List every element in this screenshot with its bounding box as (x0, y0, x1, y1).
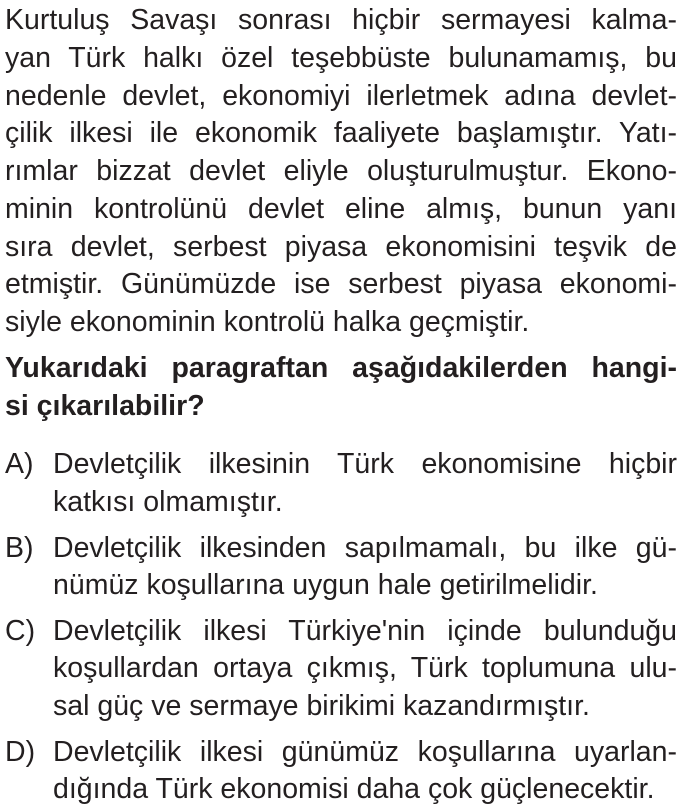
option-letter: A) (5, 448, 34, 480)
paragraph-line: çilik ilkesi ile ekonomik faaliyete başlamıştır. Yatı- (5, 117, 677, 149)
option-letter: B) (5, 532, 34, 564)
paragraph-line: rımlar bizzat devlet eliyle oluşturulmuştur. Ekono- (5, 155, 677, 187)
option-text-line: sal güç ve sermaye birikimi kazandırmıştır. (53, 690, 590, 722)
paragraph-line: sıra devlet, serbest piyasa ekonomisini teşvik de (5, 231, 677, 263)
paragraph-line: nedenle devlet, ekonomiyi ilerletmek adına devlet- (5, 80, 677, 112)
option-text-line: Devletçilik ilkesi Türkiye'nin içinde bulunduğu (53, 615, 677, 647)
paragraph-line: siyle ekonominin kontrolü halka geçmiştir. (5, 306, 530, 338)
option-text-line: dığında Türk ekonomisi daha çok güçlenecektir. (53, 773, 655, 805)
option-text-line: katkısı olmamıştır. (53, 486, 283, 518)
option-letter: D) (5, 736, 36, 768)
paragraph-line: minin kontrolünü devlet eline almış, bunun yanı (5, 193, 677, 225)
paragraph-line: etmiştir. Günümüzde ise serbest piyasa ekonomi- (5, 268, 677, 300)
option-text-line: nümüz koşullarına uygun hale getirilmelidir. (53, 569, 598, 601)
question-line: si çıkarılabilir? (5, 390, 205, 422)
option-letter: C) (5, 615, 36, 647)
option-text-line: Devletçilik ilkesi günümüz koşullarına uyarlan- (53, 736, 677, 768)
option-text-line: koşullardan ortaya çıkmış, Türk toplumuna ulu- (53, 652, 677, 684)
question-line: Yukarıdaki paragraftan aşağıdakilerden hangi- (5, 352, 677, 384)
paragraph-line: yan Türk halkı özel teşebbüste bulunamamış, bu (5, 42, 677, 74)
paragraph-line: Kurtuluş Savaşı sonrası hiçbir sermayesi kalma- (5, 4, 677, 36)
option-text-line: Devletçilik ilkesinin Türk ekonomisine hiçbir (53, 448, 677, 480)
option-text-line: Devletçilik ilkesinden sapılmamalı, bu ilke gü- (53, 532, 677, 564)
